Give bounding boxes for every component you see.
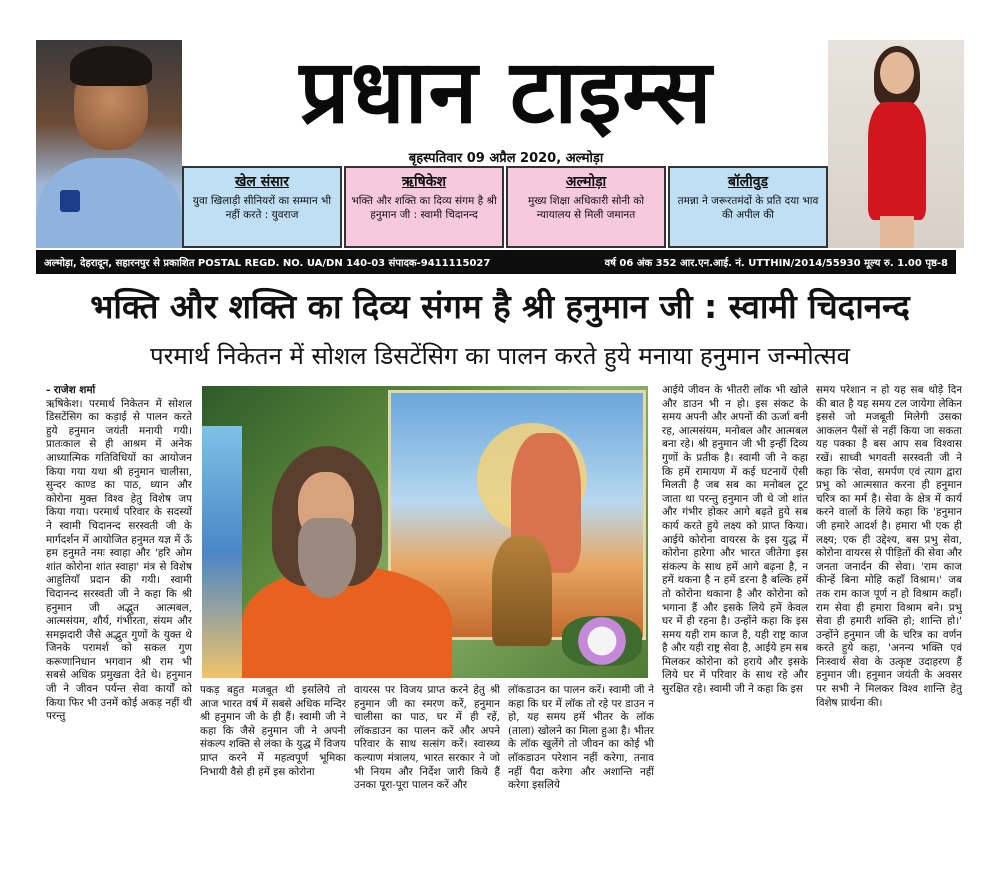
legs-shape — [880, 216, 914, 248]
red-dress-shape — [868, 102, 926, 220]
teaser-boxes — [182, 166, 828, 248]
teaser-box-sports[interactable] — [182, 166, 342, 248]
sports-player-photo — [36, 40, 182, 248]
teaser-title: अल्मोड़ा — [565, 174, 607, 190]
column-text: लॉकडाउन का पालन करें। स्वामी जी ने कहा कि घर में लॉक तो रहे पर डाउन न हो, यह समय हमें भीतर के लॉक (ताला) खोलने का मिला हुआ है। भीतर के लॉक खुलेंगे तो जीवन का कोई भी लॉकडाउन परेशान नहीं करेगा, तनाव नहीं पैदा करेगा और अशान्ति नहीं करेगा इसलिये — [508, 684, 654, 792]
article-column-3 — [354, 684, 500, 834]
teaser-box-almora[interactable] — [506, 166, 666, 248]
teaser-text: मुख्य शिक्षा अधिकारी सोनी को न्यायालय से मिली जमानत — [527, 195, 645, 221]
crest-icon — [60, 190, 80, 212]
article-column-4 — [508, 684, 654, 834]
article-column-1 — [46, 384, 192, 834]
column-text: पकड़ बहुत मजबूत थी इसलिये तो आज भारत वर्ष में सबसे अधिक मन्दिर श्री हनुमान जी के ही हैं। स्वामी जी ने कहा कि जैसे हनुमान जी ने अपनी संकल्प शक्ति से लंका के युद्ध में विजय प्राप्त करने में महत्वपूर्ण भूमिका निभायी वैसे ही हमें इस कोरोना — [200, 684, 346, 778]
hair-shape — [70, 46, 152, 86]
article-subheadline: परमार्थ निकेतन में सोशल डिसटेंसिग का पालन करते हुये मनाया हनुमान जन्मोत्सव — [149, 342, 851, 370]
teaser-box-rishikesh[interactable] — [344, 166, 504, 248]
swami-figure — [232, 446, 452, 678]
teaser-text: युवा खिलाड़ी सीनियरों का सम्मान भी नहीं करते : युवराज — [192, 195, 332, 221]
registration-bar — [36, 250, 956, 274]
teaser-title: बॉलीवुड — [727, 174, 768, 190]
actress-photo — [828, 40, 964, 248]
teaser-box-bollywood[interactable] — [668, 166, 828, 248]
column-text: आईये जीवन के भीतरी लॉक भी खोले और डाउन भी न हो। इस संकट के समय अपनी और अपनों की ऊर्जा बनी रह, आत्मसंयम, मनोबल और आत्मबल बना रहे। श्री हनुमान जी भी इन्हीं दिव्य गुणों के प्रतीक है। स्वामी जी ने कहा कि हमें रामायण में कई घटनायें ऐसी मिलती है जब सब का मनोबल टूट जाता था परन्तु हनुमान जी थे जो शांत और गंभीर होकर आगे बढ़ते हुये सब कार्य करते हुये लक्ष्य को प्राप्त किया। आईये कोरोना वायरस के इस युद्ध में कोरोना हारेगा और भारत जीतेगा इस संकल्प के साथ हमें आगे बढ़ना है, न हमें थकना है न हमें डरना है बल्कि हमें तो कोरोना थकाना है और कोरोना को भगाना हैं और इसके लिये हमें केवल घर में ही रहना है। उन्होंने कहा कि इस समय यही राम काज है, यही राष्ट्र काज है और यही राष्ट्र सेवा है, आईये हम सब मिलकर कोरोना को हराये और इसके लिये घर में परिवार के साथ रहे और सुरक्षित रहे। स्वामी जी ने कहा कि इस — [662, 384, 808, 696]
registration-left: अल्मोड़ा, देहरादून, सहारनपुर से प्रकाशित POSTAL REGD. NO. UA/DN 140-03 संपादक-9411115027 — [44, 258, 491, 269]
column-text: समय परेशान न हो यह सब थोड़े दिन की बात है यह समय टल जायेगा लेकिन इससे जो मजबूती मिलेगी उसका आकलन पैसों से नहीं किया जा सकता यह पक्का है बस आप सब विश्वास रखें। साध्वी भगवती सरस्वती जी ने कहा कि 'सेवा, समर्पण एवं त्याग द्वारा प्रभु को आत्मसात करना ही हनुमान चरित्र का मर्म है। सेवा के क्षेत्र में कार्य करने वालों के लिये कहा कि 'हनुमान जी हमारे आदर्श है। हमारा भी एक ही लक्ष्य; एक ही उद्देश्य, बस प्रभु सेवा, कोरोना वायरस से पीड़ितों की सेवा और जनता जनार्दन की सेवा। 'राम काज कीन्हें बिना मोहि कहाँ विश्राम।' जब तक राम काज पूर्ण न हो विश्राम कहाँ। राम सेवा ही हमारा विश्राम बने। प्रभु सेवा ही हमारी शक्ति हो; शान्ति हो।' उन्होंने हनुमान जी के चरित्र का वर्णन करते हुये कहा, 'अनन्य भक्ति एवं निःस्वार्थ सेवा के उत्कृष्ट उदाहरण हैं हनुमान जी। हनुमान जयंती के अवसर पर सभी ने मिलकर विश्व शान्ति हेतु विशेष प्रार्थना की। — [816, 384, 962, 709]
teaser-text: तमन्ना ने जरूरतमंदों के प्रति दया भाव की अपील की — [677, 195, 819, 221]
beard-shape — [298, 518, 356, 598]
article-column-5 — [662, 384, 808, 834]
teaser-title: खेल संसार — [234, 174, 290, 190]
masthead — [36, 40, 964, 248]
column-text: ऋषिकेश। परमार्थ निकेतन में सोशल डिसटेंसिग का कड़ाई से पालन करते हुये हनुमान जयंती मनायी गयी। प्रातःकाल से ही आश्रम में अनेक आध्यात्मिक गतिविधियों का आयोजन किया गया यथा श्री हनुमान चालीसा, सुन्दर काण्ड का पाठ, ध्यान और कोरोना मुक्त विश्व हेतु विशेष जप किया गया। परमार्थ परिवार के सदस्यों ने स्वामी चिदानन्द सरस्वती जी के मार्गदर्शन में आयोजित हनुमत यज्ञ में ऊँ हम हनुमते नमः स्वाहा और 'हरि ओम शांत कोरोना शांत स्वाहा' मंत्र से विशेष आहुतियाँ प्रदान की गयी। स्वामी चिदानन्द सरस्वती जी ने कहा कि श्री हनुमान जी अद्भुत आत्मबल, आत्मसंयम, शौर्य, गंभीरता, संयम और समझदारी जैसे अद्भुत गुणों के युक्त थे जिनके परामर्श को सकल गुण करूणानिधान भगवान श्री राम भी सबसे अधिक प्रमुखता देते थे। हनुमान जी ने जीवन पर्यन्त सेवा कार्यों को किया फिर भी उनमें कोई अकड़ नहीं थी परन्तु — [46, 397, 192, 723]
teaser-title: ऋषिकेश — [402, 174, 446, 190]
dateline: बृहस्पतिवार 09 अप्रैल 2020, अल्मोड़ा — [408, 151, 604, 166]
hanuman-statue — [492, 536, 552, 646]
jersey-shape — [36, 158, 182, 248]
article-headline: भक्ति और शक्ति का दिव्य संगम है श्री हनुमान जी : स्वामी चिदानन्द — [90, 287, 910, 326]
article-column-2 — [200, 684, 346, 834]
face-shape — [880, 52, 914, 94]
byline: - राजेश शर्मा — [46, 384, 96, 396]
column-text: वायरस पर विजय प्राप्त करने हेतु श्री हनुमान जी का स्मरण करें, हनुमान चालीसा का पाठ, घर में ही रहें, लॉकडाउन का पालन करें और अपने परिवार के साथ सत्संग करें। स्वास्थ्य कल्याण मंत्रालय, भारत सरकार ने जो भी नियम और निर्देश जारी किये हैं उनका पूरा-पूरा पालन करें और — [354, 684, 500, 792]
article-column-6 — [816, 384, 962, 834]
article-photo — [202, 386, 648, 678]
flower-bouquet — [562, 616, 642, 666]
newspaper-title: प्रधान टाइम्स — [299, 40, 713, 143]
registration-right: वर्ष 06 अंक 352 आर.एन.आई. नं. UTTHIN/2014/55930 मूल्य रु. 1.00 पृष्ठ-8 — [604, 258, 948, 269]
teaser-text: भक्ति और शक्ति का दिव्य संगम है श्री हनुमान जी : स्वामी चिदानन्द — [351, 195, 497, 221]
